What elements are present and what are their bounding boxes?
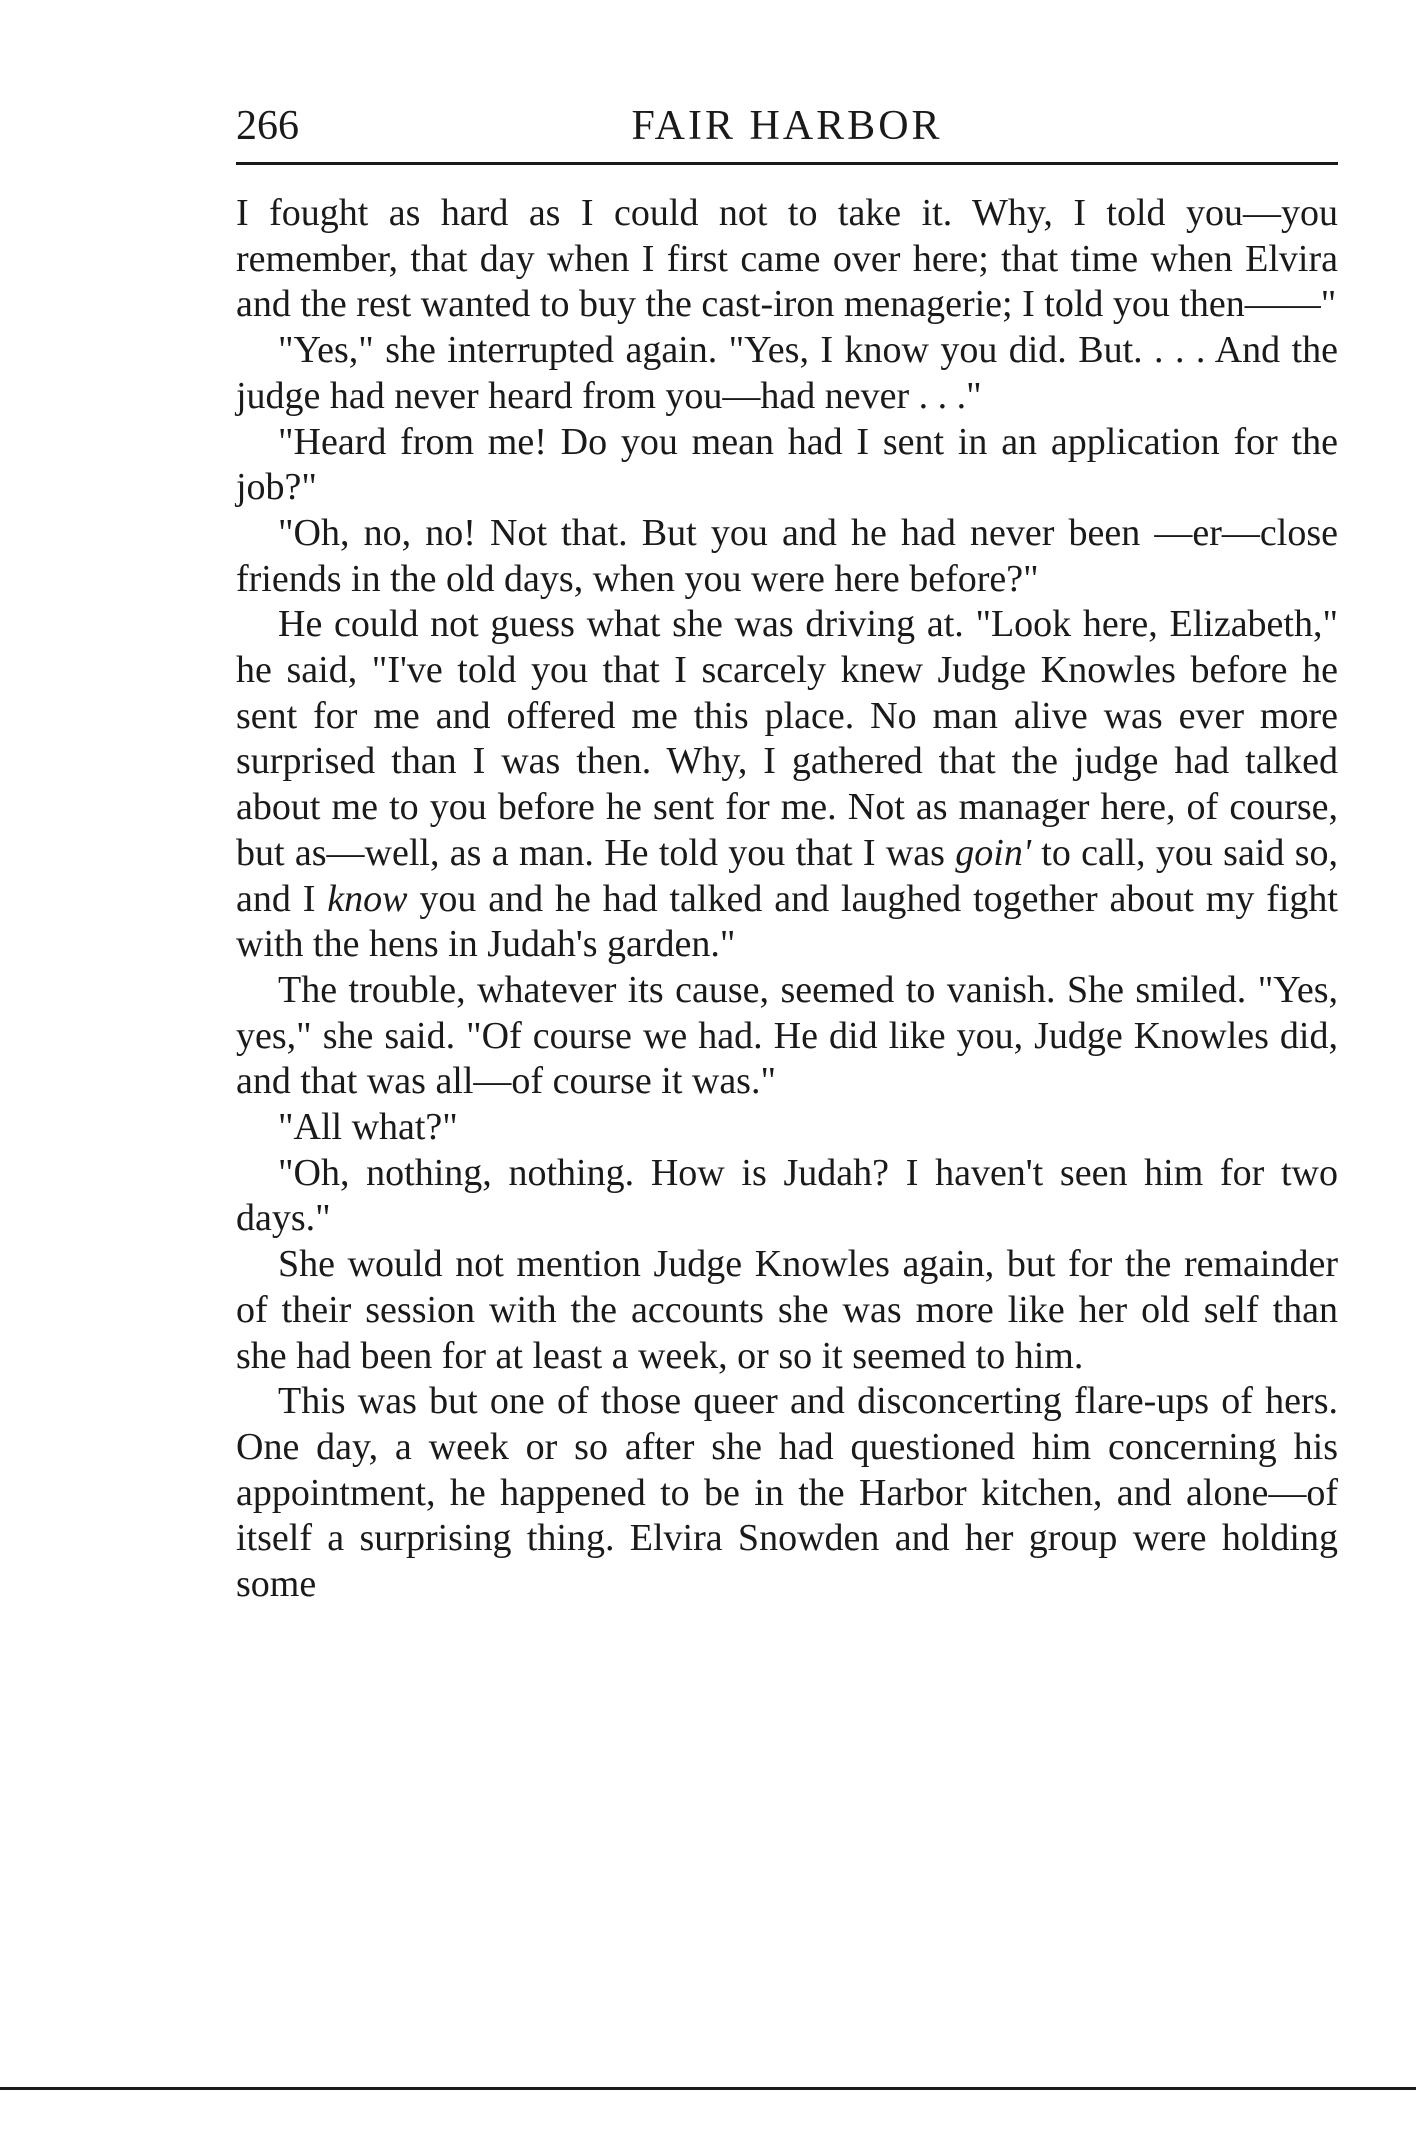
paragraph: "Heard from me! Do you mean had I sent in an application for the job?" — [236, 420, 1338, 509]
paragraph: "Oh, no, no! Not that. But you and he had never been —er—close friends in the old days, when you were here before?" — [236, 511, 1338, 600]
paragraph: I fought as hard as I could not to take it. Why, I told you—you remember, that day when I first came over here; that time when Elvira and the rest wanted to buy the cast-iron menagerie; I told you then——" — [236, 192, 1338, 326]
running-head — [236, 96, 1338, 156]
italic-word: know — [327, 877, 408, 920]
running-title: FAIR HARBOR — [631, 103, 943, 149]
book-page — [236, 96, 1338, 1608]
paragraph-text: He could not guess what she was driving at. "Look here, Elizabeth," he said, "I've told you that I scarcely knew Judge Knowles before he sent for me and offered me this place. No man alive was ever more surprised than I was then. Why, I gathered that the judge had talked about me to you before he sent for me. Not as manager here, of course, but as—well, as a man. He told you that I was — [236, 603, 1338, 874]
paragraph — [236, 602, 1338, 968]
paragraph: "All what?" — [278, 1106, 458, 1149]
header-rule — [236, 162, 1338, 165]
paragraph: This was but one of those queer and disconcerting flare-ups of hers. One day, a week or so after she had questioned him concerning his appointment, he happened to be in the Harbor kitchen, and alone—of itself a surprising thing. Elvira Snowden and her group were holding some — [236, 1380, 1338, 1606]
paragraph: "Yes," she interrupted again. "Yes, I know you did. But. . . . And the judge had never heard from you—had never . . ." — [236, 329, 1338, 417]
page-bottom-rule — [0, 2087, 1416, 2090]
paragraph: She would not mention Judge Knowles again, but for the remainder of their session with the accounts she was more like her old self than she had been for at least a week, or so it seemed to him. — [236, 1243, 1338, 1377]
page-number: 266 — [236, 103, 299, 149]
body-text — [236, 191, 1338, 1608]
paragraph: The trouble, whatever its cause, seemed to vanish. She smiled. "Yes, yes," she said. "Of course we had. He did like you, Judge Knowles did, and that was all—of course it was." — [236, 968, 1338, 1103]
paragraph-text: to call, you said so, and I — [236, 831, 1338, 920]
paragraph-text: you and he had talked and laughed together about my fight with the hens in Judah's garden." — [236, 877, 1338, 966]
paragraph: "Oh, nothing, nothing. How is Judah? I haven't seen him for two days." — [236, 1151, 1338, 1240]
italic-word: goin' — [955, 831, 1031, 874]
